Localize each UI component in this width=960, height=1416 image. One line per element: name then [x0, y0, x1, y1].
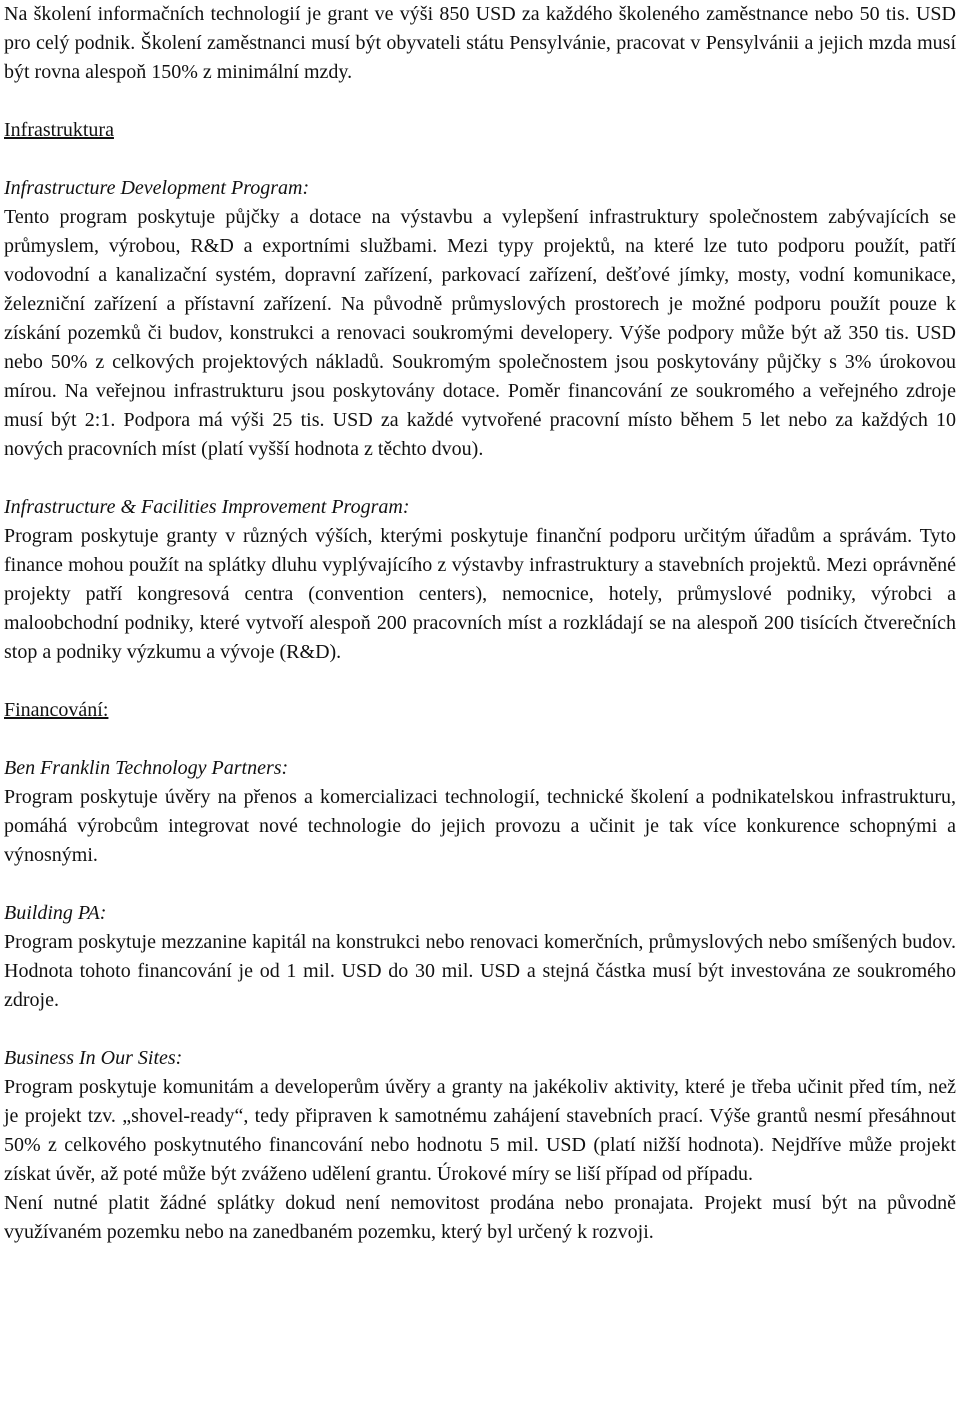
program-text-infrastructure-facilities: Program poskytuje granty v různých výších, kterými poskytuje finanční podporu určitým úřadům a správám. Tyto finance mohou použít na splátky dluhu vyplývajícího z výstavby infrastruktury a stavebních projektů. Mezi oprávněné projekty patří kongresová centra (convention centers), nemocnice, hotely, průmyslové podniky, výrobci a maloobchodní podniky, které vytvoří alespoň 200 pracovních míst a rozkládají se na alespoň 200 tisících čtverečních stop a podniky výzkumu a vývoje (R&D). [4, 525, 956, 663]
program-title-infrastructure-development: Infrastructure Development Program: [4, 177, 310, 199]
program-title-building-pa: Building PA: [4, 902, 107, 924]
program-text-building-pa: Program poskytuje mezzanine kapitál na konstrukci nebo renovaci komerčních, průmyslových nebo smíšených budov. Hodnota tohoto financování je od 1 mil. USD do 30 mil. USD a stejná částka musí být investována ze soukromého zdroje. [4, 931, 956, 1011]
program-title-ben-franklin: Ben Franklin Technology Partners: [4, 757, 289, 779]
program-text-business-in-our-sites: Program poskytuje komunitám a developerům úvěry a granty na jakékoliv aktivity, které je třeba učinit před tím, než je projekt tzv. „shovel-ready“, tedy připraven k samotnému zahájení stavebních prací. Výše grantů nesmí přesáhnout 50% z celkového poskytnutého financování nebo hodnotu 5 mil. USD (platí nižší hodnota). Nejdříve může projekt získat úvěr, až poté může být zváženo udělení grantu. Úrokové míry se liší případ od případu. [4, 1076, 956, 1185]
section-heading-infrastruktura: Infrastruktura [4, 119, 114, 141]
program-title-business-in-our-sites: Business In Our Sites: [4, 1047, 183, 1069]
program-text-business-in-our-sites-2: Není nutné platit žádné splátky dokud není nemovitost prodána nebo pronajata. Projekt musí být na původně využívaném pozemku nebo na zanedbaném pozemku, který byl určený k rozvoji. [4, 1192, 956, 1243]
program-text-infrastructure-development: Tento program poskytuje půjčky a dotace na výstavbu a vylepšení infrastruktury společnostem zabývajících se průmyslem, výrobou, R&D a exportními službami. Mezi typy projektů, na které lze tuto podporu použít, patří vodovodní a kanalizační systém, dopravní zařízení, parkovací zařízení, dešťové jímky, mosty, vodní komunikace, železniční zařízení a přístavní zařízení. Na původně průmyslových prostorech je možné podporu použít pouze k získání pozemků či budov, konstrukci a renovaci soukromými developery. Výše podpory může být až 350 tis. USD nebo 50% z celkových projektových nákladů. Soukromým společnostem jsou poskytovány půjčky s 3% úrokovou mírou. Na veřejnou infrastrukturu jsou poskytovány dotace. Poměr financování ze soukromého a veřejného zdroje musí být 2:1. Podpora má výši 25 tis. USD za každé vytvořené pracovní místo během 5 let nebo za každých 10 nových pracovních míst (platí vyšší hodnota z těchto dvou). [4, 206, 956, 460]
intro-paragraph: Na školení informačních technologií je grant ve výši 850 USD za každého školeného zaměstnance nebo 50 tis. USD pro celý podnik. Školení zaměstnanci musí být obyvateli státu Pensylvánie, pracovat v Pensylvánii a jejich mzda musí být rovna alespoň 150% z minimální mzdy. [4, 3, 956, 83]
program-title-infrastructure-facilities: Infrastructure & Facilities Improvement Program: [4, 496, 410, 518]
program-text-ben-franklin: Program poskytuje úvěry na přenos a komercializaci technologií, technické školení a podnikatelskou infrastrukturu, pomáhá výrobcům integrovat nové technologie do jejich provozu a učinit je tak více konkurence schopnými a výnosnými. [4, 786, 956, 866]
section-heading-financovani: Financování: [4, 699, 109, 721]
